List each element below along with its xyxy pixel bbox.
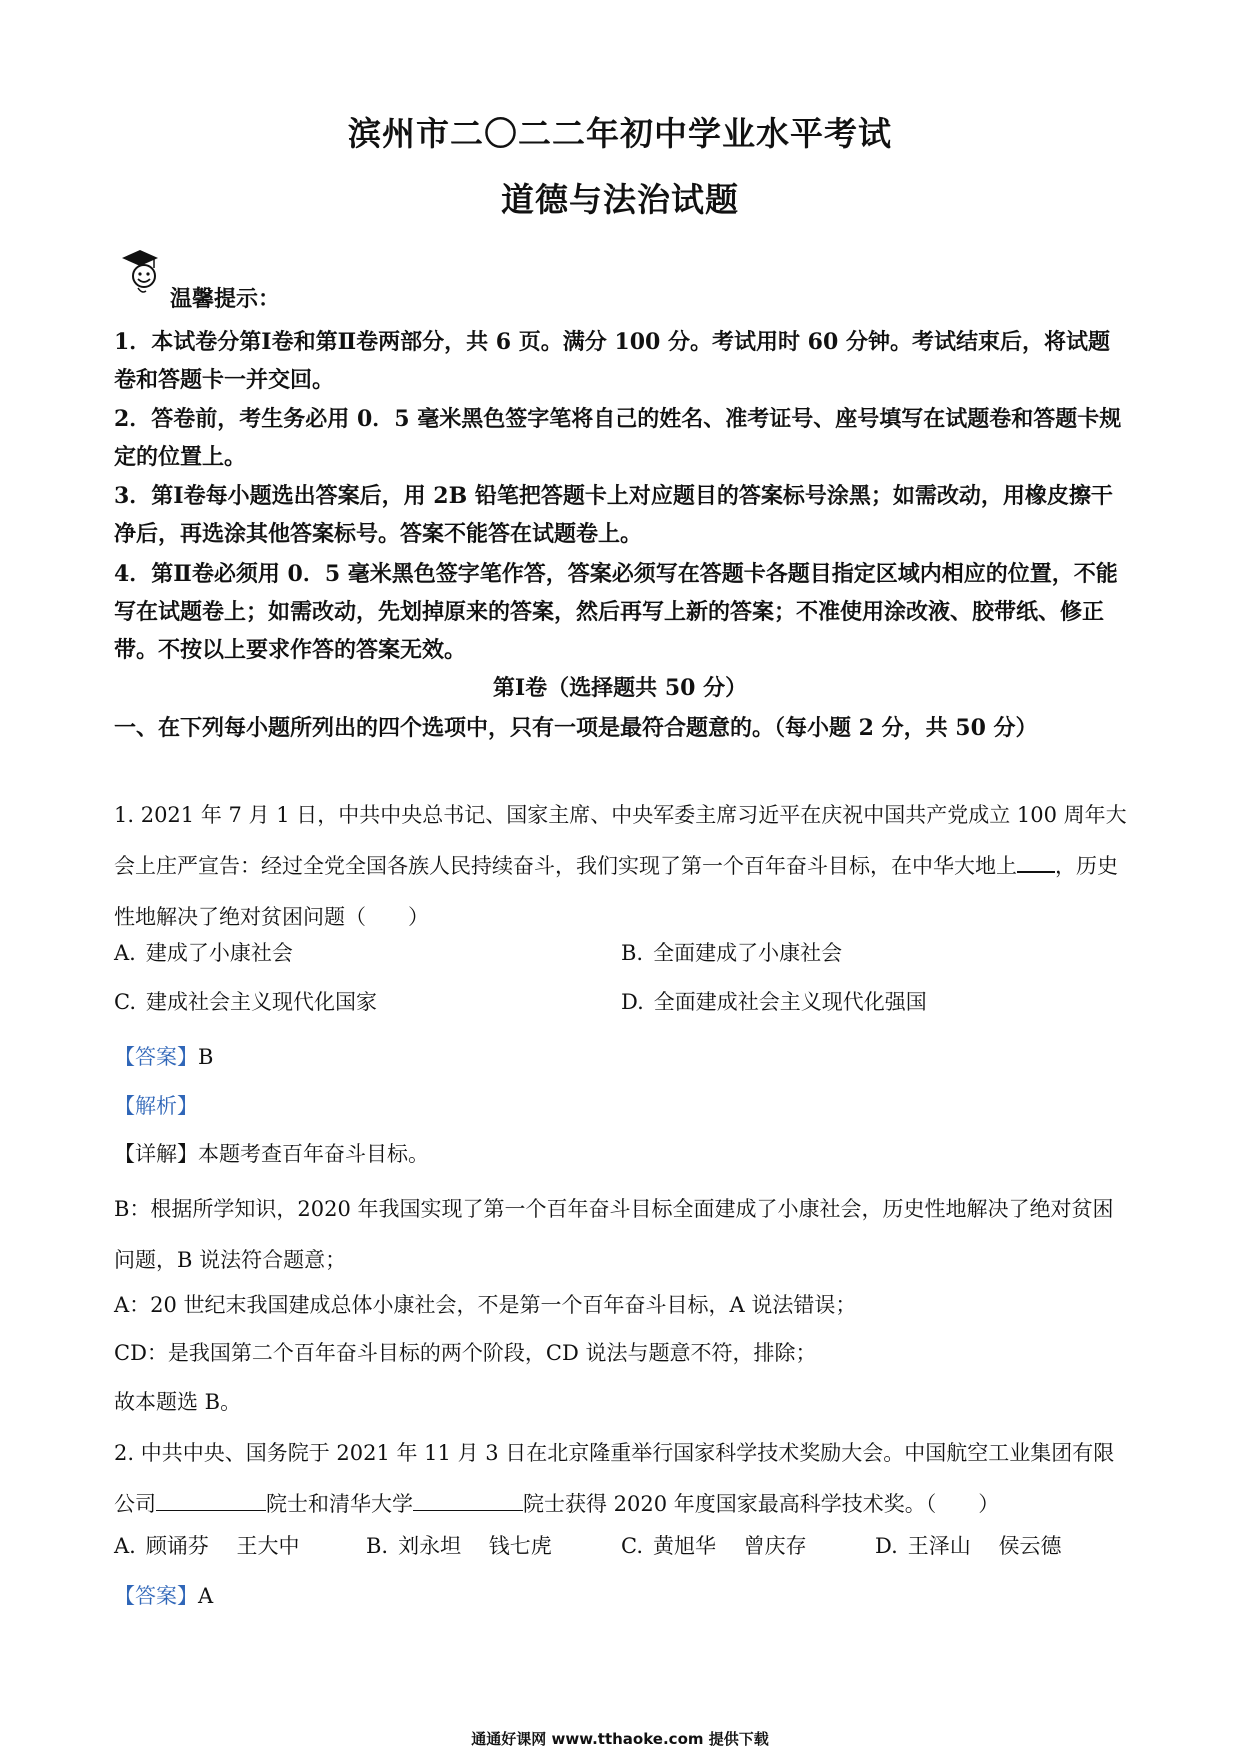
q1-detail: [114, 1138, 1129, 1168]
question-1-stem-a: 1. 2021 年 7 月 1 日，中共中央总书记、国家主席、中央军委主席习近平在庆祝中国共产党成立 100 周年大会上庄严宣告：经过全党全国各族人民持续奋斗，我们实现了第一个百年奋斗目标，在中华大地上: [114, 803, 1127, 878]
q1-option-d: [621, 986, 927, 1016]
tip-item-3: 3．第Ⅰ卷每小题选出答案后，用 2B 铅笔把答题卡上对应题目的答案标号涂黑；如需改动，用橡皮擦干净后，再选涂其他答案标号。答案不能答在试题卷上。: [114, 483, 1113, 547]
q1-option-a: [114, 937, 293, 967]
section-title: 第Ⅰ卷（选择题共 50 分）: [492, 675, 748, 701]
question-2-stem-b: 院士和清华大学: [266, 1492, 413, 1516]
detail-tag: 【详解】: [114, 1142, 198, 1166]
q1-conclusion: 故本题选 B。: [114, 1390, 242, 1414]
page-footer: 通通好课网 www.tthaoke.com 提供下载: [471, 1730, 769, 1748]
option-text: 建成了小康社会: [145, 941, 293, 965]
q2-option-b: [366, 1530, 552, 1560]
option-letter: B.: [621, 941, 644, 965]
q1-analysis-tag: [114, 1090, 1129, 1120]
answer-blank: [413, 1488, 523, 1511]
exam-title: 滨州市二〇二二年初中学业水平考试: [348, 114, 892, 153]
question-2-stem: [114, 1428, 1129, 1530]
smiley-graduate-icon: [118, 248, 166, 300]
answer-blank: [156, 1488, 266, 1511]
option-text: 王泽山 侯云德: [907, 1534, 1062, 1558]
tip-item-2: 2．答卷前，考生务必用 0．5 毫米黑色签字笔将自己的姓名、准考证号、座号填写在试题卷和答题卡规定的位置上。: [114, 406, 1122, 470]
analysis-tag: 【解析】: [114, 1094, 198, 1118]
answer-tag: 【答案】: [114, 1045, 198, 1069]
question-1-stem-b: ，历史性地解决了绝对贫困问题（ ）: [114, 854, 1118, 929]
question-2-stem-c: 院士获得 2020 年度国家最高科学技术奖。（ ）: [523, 1492, 1000, 1516]
q2-option-d: [875, 1530, 1061, 1560]
answer-value: B: [198, 1045, 214, 1069]
answer-tag: 【答案】: [114, 1584, 198, 1608]
option-letter: D.: [621, 990, 644, 1014]
question-2-stem-a: 2. 中共中央、国务院于 2021 年 11 月 3 日在北京隆重举行国家科学技术奖励大会。中国航空工业集团有限公司: [114, 1441, 1115, 1516]
q2-answer: [114, 1580, 1129, 1610]
option-letter: A.: [114, 1534, 136, 1558]
part-instructions: 一、在下列每小题所列出的四个选项中，只有一项是最符合题意的。（每小题 2 分，共 50 分）: [114, 715, 1038, 741]
q1-option-b: [621, 937, 842, 967]
q1-explanation-cd: CD：是我国第二个百年奋斗目标的两个阶段，CD 说法与题意不符，排除；: [114, 1341, 817, 1365]
tip-item-4: 4．第Ⅱ卷必须用 0．5 毫米黑色签字笔作答，答案必须写在答题卡各题目指定区域内相应的位置，不能写在试题卷上；如需改动，先划掉原来的答案，然后再写上新的答案；不准使用涂改液、胶带纸、修正带。不按以上要求作答的答案无效。: [114, 561, 1118, 663]
exam-subtitle: 道德与法治试题: [501, 180, 739, 219]
option-letter: C.: [621, 1534, 643, 1558]
answer-blank: [1017, 849, 1055, 873]
option-letter: C.: [114, 990, 136, 1014]
option-letter: D.: [875, 1534, 898, 1558]
q1-explanation-a: A：20 世纪末我国建成总体小康社会，不是第一个百年奋斗目标，A 说法错误；: [114, 1293, 857, 1317]
tips-label: 温馨提示：: [170, 286, 281, 312]
option-letter: A.: [114, 941, 136, 965]
option-text: 建成社会主义现代化国家: [146, 990, 377, 1014]
q2-option-a: [114, 1530, 300, 1560]
option-text: 顾诵芬 王大中: [145, 1534, 300, 1558]
q2-option-c: [621, 1530, 807, 1560]
option-text: 全面建成了小康社会: [653, 941, 843, 965]
tip-item-1: 1．本试卷分第Ⅰ卷和第Ⅱ卷两部分，共 6 页。满分 100 分。考试用时 60 分钟。考试结束后，将试题卷和答题卡一并交回。: [114, 329, 1110, 393]
option-text: 黄旭华 曾庆存: [653, 1534, 807, 1558]
option-text: 刘永坦 钱七虎: [398, 1534, 552, 1558]
q1-answer: [114, 1041, 1129, 1071]
option-text: 全面建成社会主义现代化强国: [653, 990, 927, 1014]
answer-value: A: [198, 1584, 214, 1608]
q1-explanation-b: B：根据所学知识，2020 年我国实现了第一个百年奋斗目标全面建成了小康社会，历史性地解决了绝对贫困问题，B 说法符合题意；: [114, 1197, 1114, 1272]
question-1-stem: [114, 790, 1129, 943]
option-letter: B.: [366, 1534, 389, 1558]
detail-text: 本题考查百年奋斗目标。: [198, 1142, 429, 1166]
q1-option-c: [114, 986, 377, 1016]
